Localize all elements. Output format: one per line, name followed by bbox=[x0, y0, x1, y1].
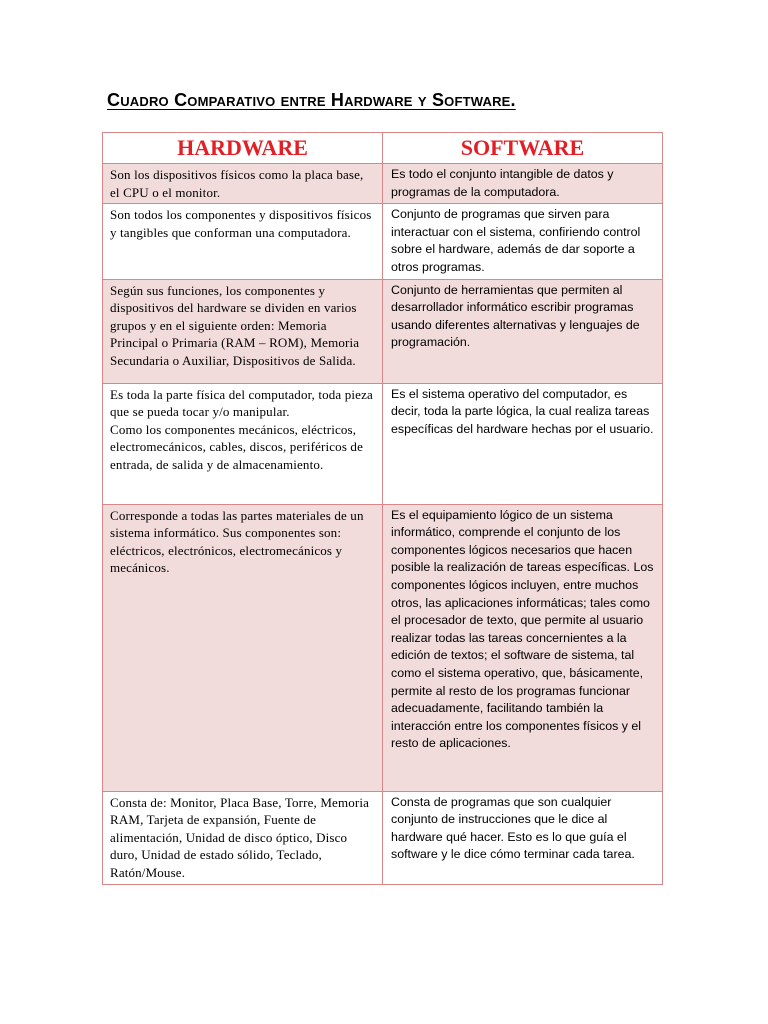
software-cell bbox=[383, 204, 663, 279]
table-row bbox=[103, 204, 663, 279]
cell-text: Es todo el conjunto intangible de datos y programas de la computadora. bbox=[391, 167, 614, 199]
document-title: Cuadro Comparativo entre Hardware y Software. bbox=[107, 90, 516, 110]
cell-text: Corresponde a todas las partes materiales de un sistema informático. Sus componentes son: eléctricos, electrónicos, electromecánicos y mecánicos. bbox=[110, 507, 364, 576]
table-row bbox=[103, 791, 663, 884]
cell-text: Consta de programas que son cualquier conjunto de instrucciones que le dice al hardware qué hacer. Esto es lo que guía el software y le dice cómo terminar cada tarea. bbox=[391, 794, 635, 862]
cell-text: Es el equipamiento lógico de un sistema informático, comprende el conjunto de los componentes lógicos necesarios que hacen posible la realización de tareas específicas. Los componentes lógicos incluyen, entre muchos otros, las aplicaciones informáticas; tales como el procesador de texto, que permite al usuario realizar todas las tareas concernientes a la edición de textos; el software de sistema, tal como el sistema operativo, que, básicamente, permite al resto de los programas funcionar adecuadamente, facilitando también la interacción entre los componentes físicos y el resto de aplicaciones. bbox=[391, 507, 654, 751]
table-row bbox=[103, 164, 663, 204]
hardware-header: HARDWARE bbox=[103, 133, 383, 164]
hardware-cell bbox=[103, 204, 383, 279]
software-header: SOFTWARE bbox=[383, 133, 663, 164]
hardware-cell bbox=[103, 279, 383, 383]
table-row bbox=[103, 504, 663, 791]
table-row bbox=[103, 279, 663, 383]
software-cell bbox=[383, 164, 663, 204]
software-cell bbox=[383, 504, 663, 791]
hardware-cell bbox=[103, 164, 383, 204]
hardware-cell bbox=[103, 791, 383, 884]
cell-text: Es toda la parte física del computador, toda pieza que se pueda tocar y/o manipular. Como los componentes mecánicos, eléctricos, electromecánicos, cables, discos, periféricos de entrada, de salida y de almacenamiento. bbox=[110, 386, 373, 472]
software-cell bbox=[383, 279, 663, 383]
hardware-cell bbox=[103, 504, 383, 791]
cell-text: Conjunto de programas que sirven para interactuar con el sistema, confiriendo control sobre el hardware, además de dar soporte a otros programas. bbox=[391, 207, 641, 274]
cell-text: Son los dispositivos físicos como la placa base, el CPU o el monitor. bbox=[110, 167, 364, 200]
cell-text: Consta de: Monitor, Placa Base, Torre, Memoria RAM, Tarjeta de expansión, Fuente de alimentación, Unidad de disco óptico, Disco duro, Unidad de estado sólido, Teclado, Ratón/Mouse. bbox=[110, 794, 370, 880]
software-cell bbox=[383, 383, 663, 504]
cell-text: Conjunto de herramientas que permiten al desarrollador informático escribir programas usando diferentes alternativas y lenguajes de programación. bbox=[391, 282, 640, 350]
hardware-cell bbox=[103, 383, 383, 504]
header-row bbox=[103, 133, 663, 164]
software-cell bbox=[383, 791, 663, 884]
comparison-table bbox=[102, 132, 663, 885]
cell-text: Según sus funciones, los componentes y dispositivos del hardware se dividen en varios grupos y en el siguiente orden: Memoria Principal o Primaria (RAM – ROM), Memoria Secundaria o Auxiliar, Dispositivos de Salida. bbox=[110, 282, 360, 368]
cell-text: Son todos los componentes y dispositivos físicos y tangibles que conforman una computadora. bbox=[110, 207, 372, 240]
table-row bbox=[103, 383, 663, 504]
cell-text: Es el sistema operativo del computador, es decir, toda la parte lógica, la cual realiza tareas específicas del hardware hechas por el usuario. bbox=[391, 386, 654, 436]
